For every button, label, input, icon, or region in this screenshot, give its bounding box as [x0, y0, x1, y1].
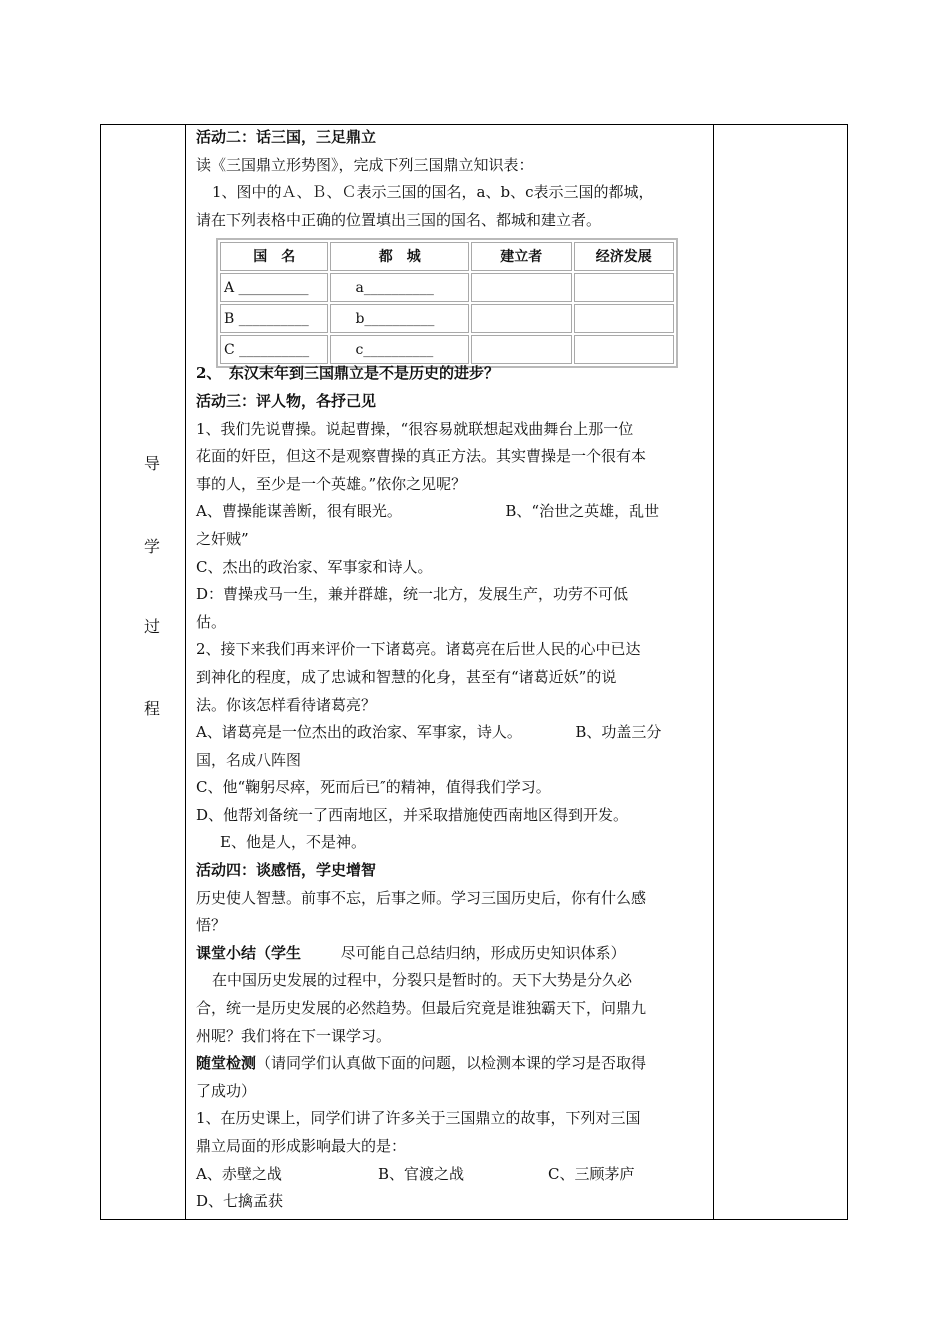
activity2-title: 活动二：话三国，三足鼎立	[196, 128, 377, 146]
cao-cao-option-b-cont: 之奸贼”	[196, 529, 249, 548]
quiz-option-b: B、官渡之战	[378, 1164, 465, 1183]
zhuge-liang-option-b: B、功盖三分	[575, 723, 662, 742]
activity2-question1-line: 请在下列表格中正确的位置填出三国的国名、都城和建立者。	[196, 210, 602, 229]
activity4-title: 活动四：谈感悟，学史增智	[196, 861, 377, 880]
side-label-char: 导	[143, 454, 160, 473]
table-header-row	[220, 242, 674, 271]
kingdom-name-cell[interactable]: C __________	[220, 335, 328, 364]
cao-cao-option-d-cont: 估。	[196, 612, 227, 631]
cao-cao-option-c: C、杰出的政治家、军事家和诗人。	[196, 557, 433, 576]
quiz-question-line: 鼎立局面的形成影响最大的是：	[196, 1137, 407, 1155]
summary-text: 合，统一是历史发展的必然趋势。但最后究竟是谁独霸天下，问鼎九	[196, 999, 647, 1018]
quiz-title: 随堂检测	[196, 1054, 257, 1073]
cao-cao-option-b: B、“治世之英雄，乱世	[505, 502, 660, 521]
capital-cell[interactable]: c__________	[330, 335, 469, 364]
cao-cao-option-a: A、曹操能谋善断，很有眼光。	[196, 502, 402, 521]
quiz-question-line: 1、在历史课上，同学们讲了许多关于三国鼎立的故事，下列对三国	[196, 1109, 641, 1128]
economy-cell[interactable]	[574, 273, 674, 302]
table-header: 经济发展	[574, 242, 674, 271]
zhuge-liang-question-line: 2、接下来我们再来评价一下诸葛亮。诸葛亮在后世人民的心中已达	[196, 640, 641, 659]
zhuge-liang-option-a: A、诸葛亮是一位杰出的政治家、军事家，诗人。	[196, 723, 522, 742]
zhuge-liang-option-d: D、他帮刘备统一了西南地区，并采取措施使西南地区得到开发。	[196, 805, 629, 824]
kingdom-name-cell[interactable]: A __________	[220, 273, 328, 302]
quiz-option-c: C、三顾茅庐	[548, 1164, 635, 1183]
side-label-char: 程	[143, 699, 160, 718]
column-divider	[713, 125, 714, 1219]
summary-note: 尽可能自己总结归纳，形成历史知识体系）	[340, 943, 626, 962]
cao-cao-question-line: 花面的奸臣，但这不是观察曹操的真正方法。其实曹操是一个很有本	[196, 447, 647, 466]
activity2-question1-line: 1、图中的Ａ、Ｂ、Ｃ表示三国的国名，a、b、c表示三国的都城，	[212, 183, 654, 202]
zhuge-liang-option-c: C、他“鞠躬尽瘁，死而后已″的精神，值得我们学习。	[196, 778, 551, 797]
zhuge-liang-option-e: E、他是人，不是神。	[220, 833, 366, 852]
summary-title: 课堂小结（学生	[196, 943, 302, 962]
capital-cell[interactable]: b__________	[330, 304, 469, 333]
cao-cao-option-d: D：曹操戎马一生，兼并群雄，统一北方，发展生产，功劳不可低	[196, 585, 629, 604]
cao-cao-question-line: 1、我们先说曹操。说起曹操，“很容易就联想起戏曲舞台上那一位	[196, 419, 634, 438]
quiz-note-cont: 了成功）	[196, 1081, 257, 1100]
lesson-content	[196, 124, 710, 1216]
activity4-text: 历史使人智慧。前事不忘，后事之师。学习三国历史后，你有什么感	[196, 888, 647, 907]
summary-text: 州呢？我们将在下一课学习。	[196, 1026, 392, 1045]
three-kingdoms-table	[216, 238, 678, 368]
activity3-title: 活动三：评人物，各抒己见	[196, 391, 377, 410]
founder-cell[interactable]	[471, 304, 571, 333]
zhuge-liang-question-line: 法。你该怎样看待诸葛亮？	[196, 695, 377, 714]
table-row	[220, 304, 674, 333]
table-header: 国 名	[220, 242, 328, 271]
zhuge-liang-question-line: 到神化的程度，成了忠诚和智慧的化身，甚至有“诸葛近妖”的说	[196, 667, 617, 686]
founder-cell[interactable]	[471, 273, 571, 302]
zhuge-liang-option-b-cont: 国，名成八阵图	[196, 750, 302, 769]
table-header: 都 城	[330, 242, 469, 271]
economy-cell[interactable]	[574, 304, 674, 333]
table-row	[220, 273, 674, 302]
activity2-intro: 读《三国鼎立形势图》，完成下列三国鼎立知识表：	[196, 155, 534, 174]
table-header: 建立者	[471, 242, 571, 271]
side-label-char: 过	[143, 617, 160, 636]
kingdom-name-cell[interactable]: B __________	[220, 304, 328, 333]
summary-text: 在中国历史发展的过程中，分裂只是暂时的。天下大势是分久必	[212, 971, 633, 990]
quiz-option-d: D、七擒孟获	[196, 1192, 284, 1211]
quiz-option-a: A、赤壁之战	[196, 1164, 282, 1183]
side-label-char: 学	[143, 537, 160, 556]
activity4-text: 悟？	[196, 916, 227, 935]
column-divider	[185, 125, 186, 1219]
quiz-note: （请同学们认真做下面的问题，以检测本课的学习是否取得	[256, 1054, 647, 1073]
capital-cell[interactable]: a__________	[330, 273, 469, 302]
cao-cao-question-line: 事的人，至少是一个英雄。”依你之见呢？	[196, 474, 467, 493]
activity2-question2: 2、 东汉末年到三国鼎立是不是历史的进步？	[196, 364, 499, 383]
